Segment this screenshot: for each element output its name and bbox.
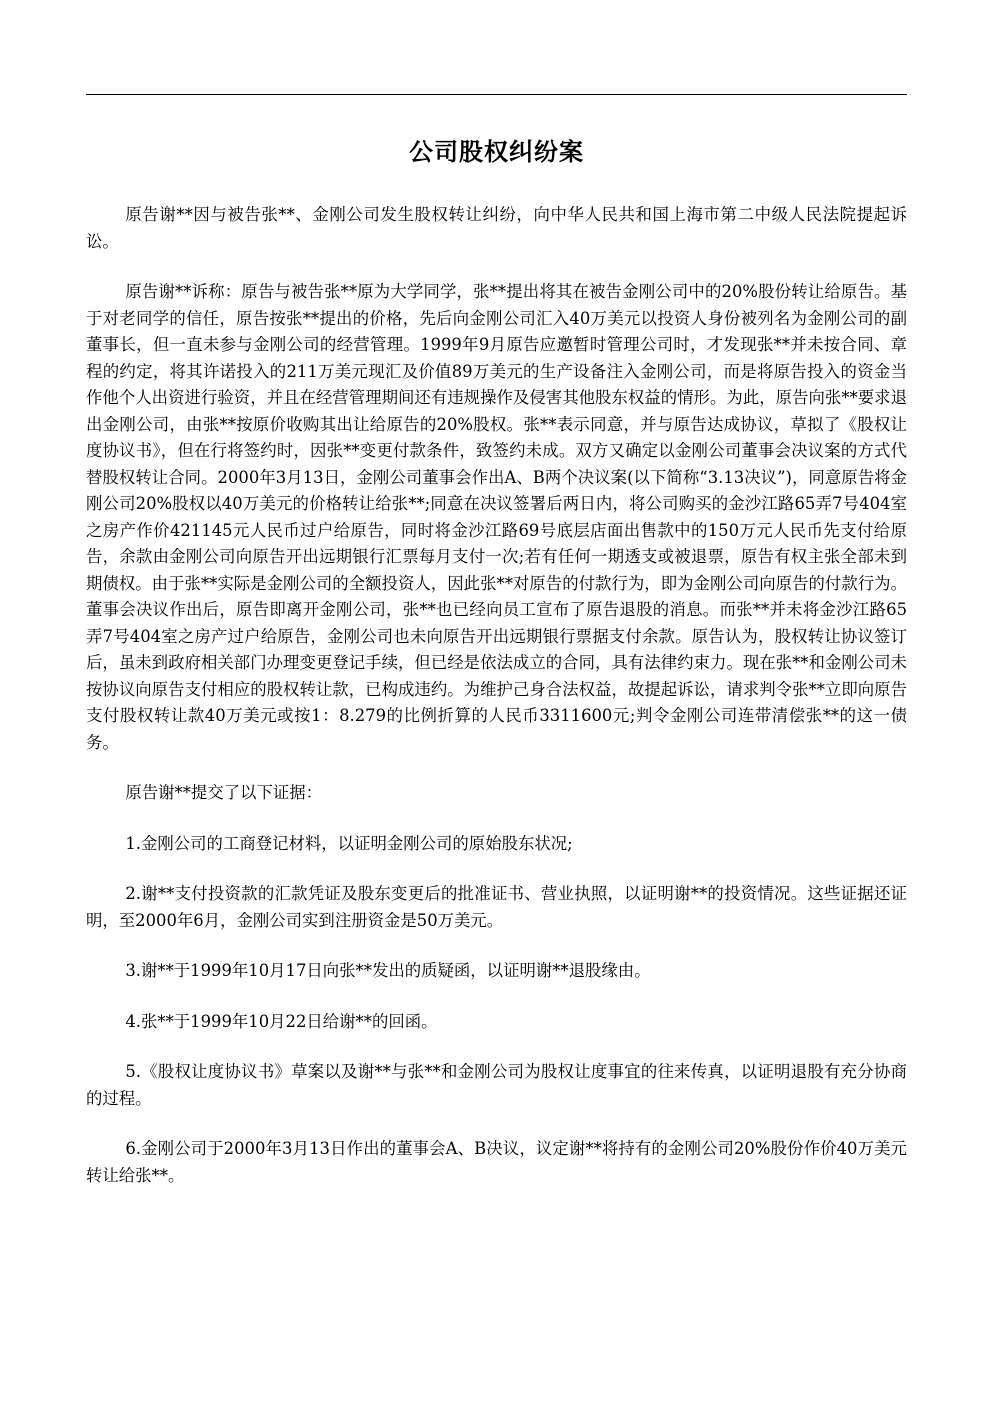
evidence-item-5: 5.《股权让度协议书》草案以及谢**与张**和金刚公司为股权让度事宜的往来传真，以证明退股有充分协商的过程。 <box>86 1062 907 1108</box>
header-rule <box>86 94 907 95</box>
evidence-item-1: 1.金刚公司的工商登记材料，以证明金刚公司的原始股东状况; <box>125 833 573 853</box>
document-title: 公司股权纠纷案 <box>409 138 584 166</box>
paragraph-intro: 原告谢**因与被告张**、金刚公司发生股权转让纠纷，向中华人民共和国上海市第二中级人民法院提起诉讼。 <box>86 205 907 251</box>
evidence-item-3: 3.谢**于1999年10月17日向张**发出的质疑函，以证明谢**退股缘由。 <box>125 961 651 980</box>
evidence-item-4: 4.张**于1999年10月22日给谢**的回函。 <box>125 1011 438 1031</box>
paragraph-claim: 原告谢**诉称：原告与被告张**原为大学同学，张**提出将其在被告金刚公司中的20%股份转让给原告。基于对老同学的信任，原告按张**提出的价格，先后向金刚公司汇入40万美元以投资人身份被列名为金刚公司的副董事长，但一直未参与金刚公司的经营管理。1999年9月原告应邀暂时管理公司时，才发现张**并未按合同、章程的约定，将其许诺投入的211万美元现汇及价值89万美元的生产设备注入金刚公司，而是将原告投入的资金当作他个人出资进行验资，并且在经营管理期间还有违规操作及侵害其他股东权益的情形。为此，原告向张**要求退出金刚公司，由张**按原价收购其出让给原告的20%股权。张**表示同意，并与原告达成协议，草拟了《股权让度协议书》，但在行将签约时，因张**变更付款条件，致签约未成。双方又确定以金刚公司董事会决议案的方式代替股权转让合同。2000年3月13日，金刚公司董事会作出A、B两个决议案(以下简称“3.13决议”)，同意原告将金刚公司20%股权以40万美元的价格转让给张**;同意在决议签署后两日内，将公司购买的金沙江路65弄7号404室之房产作价421145元人民币过户给原告，同时将金沙江路69号底层店面出售款中的150万元人民币先支付给原告，余款由金刚公司向原告开出远期银行汇票每月支付一次;若有任何一期透支或被退票，原告有权主张全部未到期债权。由于张**实际是金刚公司的全额投资人，因此张**对原告的付款行为，即为金刚公司向原告的付款行为。董事会决议作出后，原告即离开金刚公司，张**也已经向员工宣布了原告退股的消息。而张**并未将金沙江路65弄7号404室之房产过户给原告，金刚公司也未向原告开出远期银行票据支付余款。原告认为，股权转让协议签订后，虽未到政府相关部门办理变更登记手续，但已经是依法成立的合同，具有法律约束力。现在张**和金刚公司未按协议向原告支付相应的股权转让款，已构成违约。为维护己身合法权益，故提起诉讼，请求判令张**立即向原告支付股权转让款40万美元或按1：8.279的比例折算的人民币3311600元;判令金刚公司连带清偿张**的这一债务。 <box>86 282 907 752</box>
evidence-item-6: 6.金刚公司于2000年3月13日作出的董事会A、B决议，议定谢**将持有的金刚公司20%股份作价40万美元转让给张**。 <box>86 1139 907 1185</box>
document-body <box>86 202 907 1213</box>
evidence-item-2: 2.谢**支付投资款的汇款凭证及股东变更后的批准证书、营业执照，以证明谢**的投资情况。这些证据还证明，至2000年6月，金刚公司实到注册资金是50万美元。 <box>86 884 907 930</box>
paragraph-evidence-intro: 原告谢**提交了以下证据： <box>125 783 323 802</box>
